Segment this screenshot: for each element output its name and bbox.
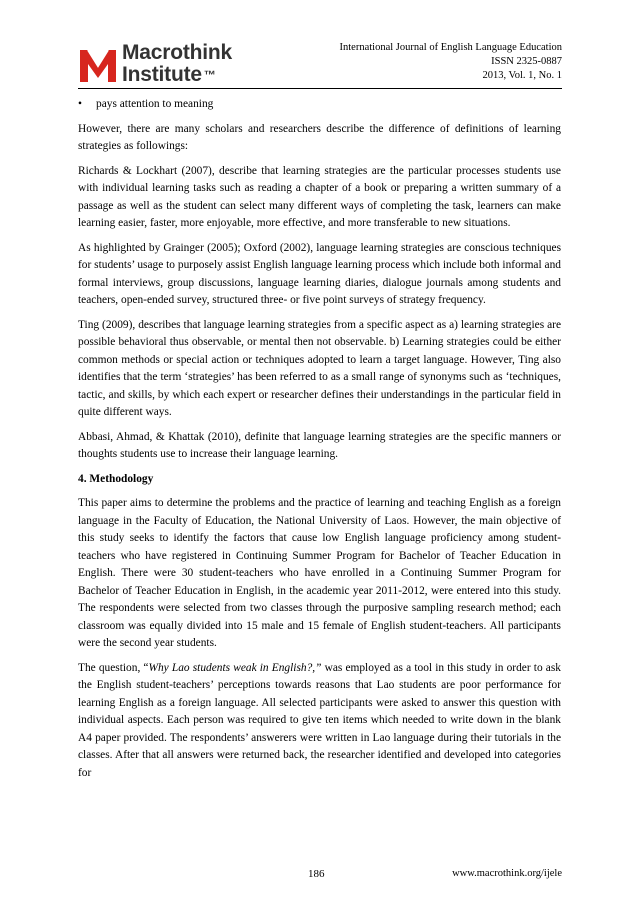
bullet-icon: • (78, 98, 82, 110)
paragraph-7-rest: was employed as a tool in this study in order to ask the English student-teachers’ perceptions towards reasons that Lao students are poor performance for learning English as a foreign language. All selected participants were asked to answer this question with individual aspects. Each person was required to give ten items which needed to write down in the blank A4 paper provided. The respondents’ answerers were written in Lao language during their tutorials in the classes. After that all answers were returned back, the researcher identified and developed into categories for (78, 661, 561, 779)
paragraph-2: Richards & Lockhart (2007), describe that learning strategies are the particular processes students use with individual learning tasks such as reading a chapter of a book or preparing a written summary of a passage as well as the student can select many different ways of completing the task, learners can make learning easier, faster, more enjoyable, more effective, and more transferable to new situations. (78, 164, 561, 229)
bullet-item (78, 96, 561, 114)
page-number: 186 (308, 868, 325, 880)
paragraph-7-question: Why Lao students weak in English?,” (148, 661, 322, 674)
body-text (78, 96, 561, 789)
paragraph-5: Abbasi, Ahmad, & Khattak (2010), definite that language learning strategies are the specific manners or thoughts students use to increase their language learning. (78, 430, 561, 460)
paragraph-7 (78, 660, 561, 783)
macrothink-logo-icon (78, 44, 118, 84)
footer-url: www.macrothink.org/ijele (452, 868, 562, 879)
paragraph-7-start: The question, “ (78, 661, 149, 674)
section-heading: 4. Methodology (78, 472, 154, 485)
logo-tm: ™ (203, 68, 216, 82)
paragraph-4: Ting (2009), describes that language learning strategies from a specific aspect as a) learning strategies are possible behavioral thus observable, or mental then not observable. b) Learning strategies could be either common methods or special action or techniques adopted to learn a target language. However, Ting also identifies that the term ‘strategies’ has been referred to as a small range of synonyms such as ‘techniques, tactic, and skills, by which each expert or researcher defines their understandings in the particular field in quite different ways. (78, 318, 561, 418)
journal-volume: 2013, Vol. 1, No. 1 (482, 70, 562, 81)
logo-line2-text: Institute (122, 63, 202, 86)
journal-info (340, 41, 562, 83)
macrothink-logo (78, 40, 278, 90)
logo-line1: Macrothink (122, 41, 233, 64)
journal-issn: ISSN 2325-0887 (491, 56, 562, 67)
logo-line2 (122, 64, 232, 86)
journal-name: International Journal of English Language Education (339, 42, 562, 53)
paragraph-3: As highlighted by Grainger (2005); Oxford (2002), language learning strategies are conscious techniques for students’ usage to purposely assist English language learning process which include both informal and formal interviews, group discussions, language learning diaries, dialogue journals among students and teachers, open-ended survey, structured three- or five point surveys of strategy frequency. (78, 241, 561, 306)
logo-wordmark (122, 42, 232, 86)
paragraph-1: However, there are many scholars and researchers describe the difference of definitions of learning strategies as followings: (78, 122, 561, 152)
paragraph-6: This paper aims to determine the problems and the practice of learning and teaching English as a foreign language in the Faculty of Education, the National University of Laos. However, the main objective of this study seeks to identify the factors that cause low English language proficiency among student-teachers who have registered in Continuing Summer Program for Bachelor of Teacher Education in English. There were 30 student-teachers who have enrolled in a Continuing Summer Program for Bachelor of Teacher Education in English, in the academic year 2011-2012, were entered into this study. The respondents were selected from two classes through the purposive sampling research method; each classroom was equally divided into 15 male and 15 female of English student-teachers. All participants were the second year students. (78, 497, 561, 649)
header-rule (78, 88, 562, 89)
bullet-text: pays attention to meaning (96, 98, 214, 110)
